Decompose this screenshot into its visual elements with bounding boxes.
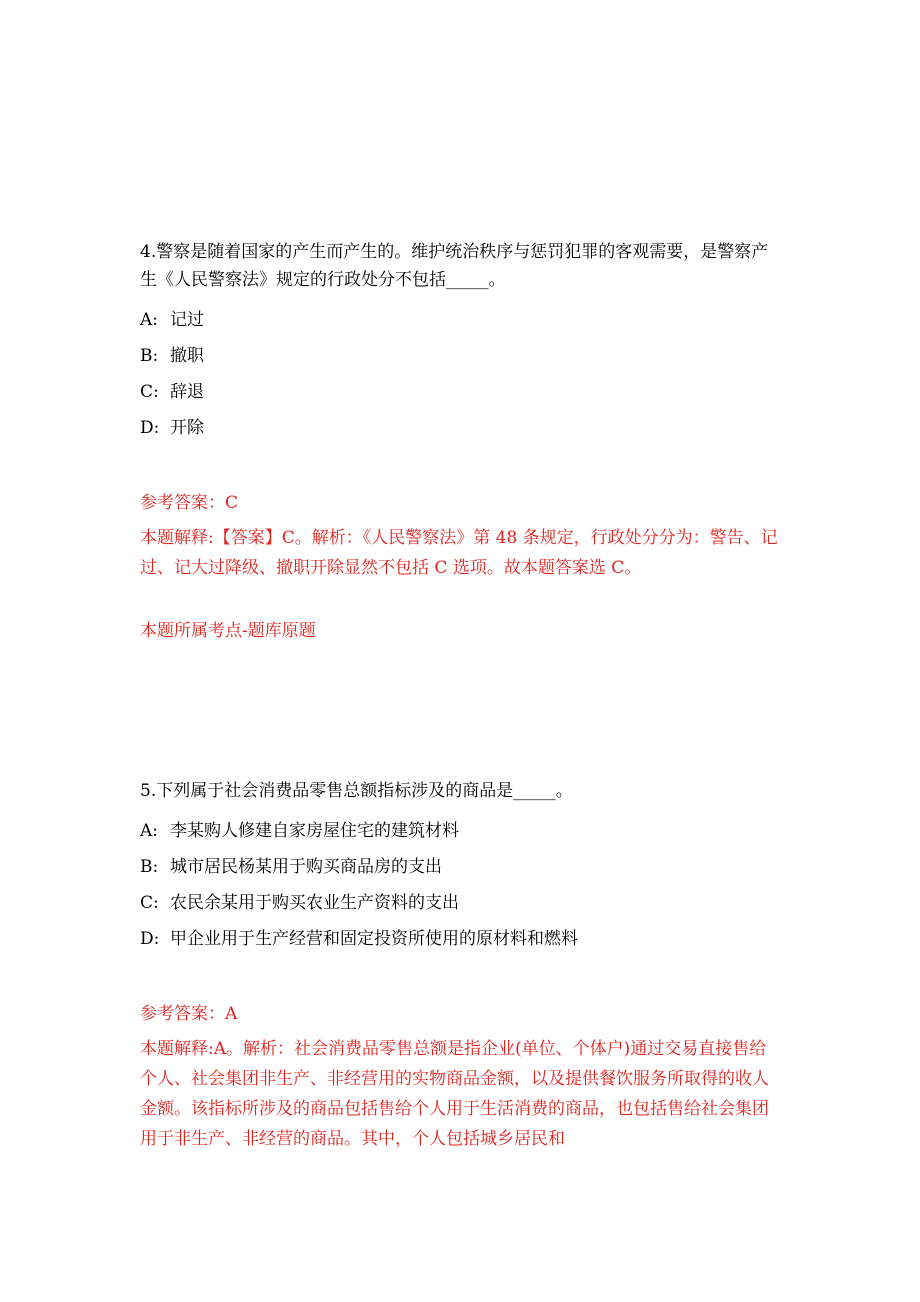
answer-explanation: 本题解释:A。解析：社会消费品零售总额是指企业(单位、个体户)通过交易直接售给个人、社会集团非生产、非经营用的实物商品金额，以及提供餐饮服务所取得的收人金额。该指标所涉及的商品包括售给个人用于生活消费的商品，也包括售给社会集团用于非生产、非经营的商品。其中，个人包括城乡居民和 [140, 1039, 769, 1149]
question-stem: 5.下列属于社会消费品零售总额指标涉及的商品是_____。 [140, 781, 573, 801]
reference-answer: 参考答案：C [140, 493, 239, 513]
option-text: 记过 [170, 310, 204, 330]
option-letter: A: [140, 310, 159, 330]
option-text: 辞退 [170, 382, 204, 402]
answer-explanation: 本题解释:【答案】C。解析：《人民警察法》第 48 条规定，行政处分分为：警告、记过、记大过降级、撤职开除显然不包括 C 选项。故本题答案选 C。 [140, 528, 778, 578]
option-letter: D: [140, 418, 160, 438]
question-4 [140, 238, 780, 645]
option-a [140, 813, 780, 849]
option-text: 李某购人修建自家房屋住宅的建筑材料 [170, 821, 459, 841]
option-letter: A: [140, 821, 159, 841]
option-letter: B: [140, 857, 159, 877]
options-list [140, 302, 780, 446]
option-d [140, 921, 780, 957]
option-text: 城市居民杨某用于购买商品房的支出 [170, 857, 442, 877]
option-text: 农民余某用于购买农业生产资料的支出 [170, 893, 459, 913]
reference-answer: 参考答案：A [140, 1004, 238, 1024]
option-c [140, 885, 780, 921]
answer-block [140, 489, 780, 645]
option-letter: C: [140, 382, 159, 402]
question-stem: 4.警察是随着国家的产生而产生的。维护统治秩序与惩罚犯罪的客观需要，是警察产生《人民警察法》规定的行政处分不包括_____。 [140, 242, 769, 290]
option-letter: B: [140, 346, 159, 366]
option-text: 甲企业用于生产经营和固定投资所使用的原材料和燃料 [170, 929, 578, 949]
option-letter: C: [140, 893, 159, 913]
option-a [140, 302, 780, 338]
exam-page [140, 238, 780, 1154]
options-list [140, 813, 780, 957]
question-5 [140, 777, 780, 1154]
option-text: 开除 [170, 418, 204, 438]
option-b [140, 338, 780, 374]
answer-block [140, 1000, 780, 1154]
option-d [140, 410, 780, 446]
option-b [140, 849, 780, 885]
option-letter: D: [140, 929, 160, 949]
topic-label: 本题所属考点-题库原题 [140, 621, 316, 641]
option-text: 撤职 [170, 346, 204, 366]
option-c [140, 374, 780, 410]
